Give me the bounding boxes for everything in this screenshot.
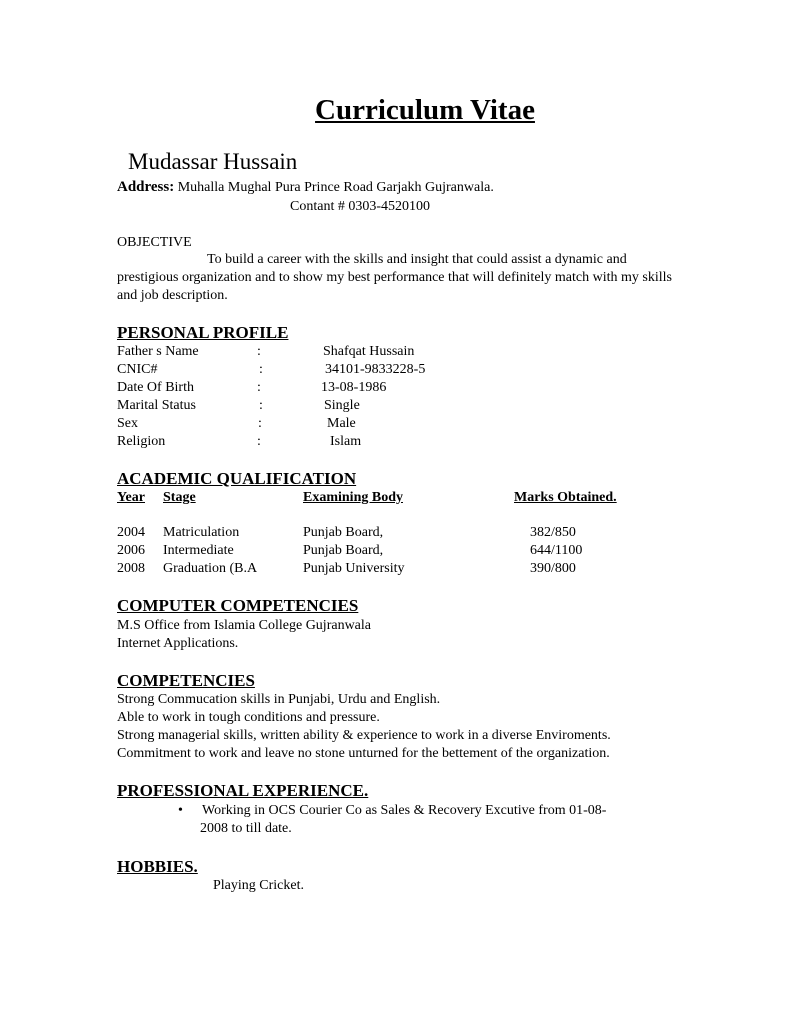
address-label: Address: <box>117 179 175 195</box>
academic-cell: Matriculation <box>163 525 240 540</box>
academic-cell: 2004 <box>117 525 145 540</box>
profile-sep: : <box>257 434 261 449</box>
competency-line: Able to work in tough conditions and pressure. <box>117 710 380 725</box>
academic-col-header: Marks Obtained. <box>514 490 617 505</box>
profile-label: CNIC# <box>117 362 158 377</box>
experience-line: Working in OCS Courier Co as Sales & Recovery Excutive from 01-08- <box>202 803 607 818</box>
profile-value: Islam <box>330 434 362 449</box>
profile-sep: : <box>257 344 261 359</box>
address-value: Muhalla Mughal Pura Prince Road Garjakh Gujranwala. <box>177 180 494 195</box>
academic-cell: Punjab Board, <box>303 525 384 540</box>
academic-cell: 390/800 <box>530 561 576 576</box>
academic-col-header: Examining Body <box>303 490 403 505</box>
experience-heading: PROFESSIONAL EXPERIENCE. <box>117 781 369 800</box>
hobbies-text: Playing Cricket. <box>213 878 304 893</box>
academic-cell: 2006 <box>117 543 145 558</box>
address-line <box>117 178 494 197</box>
academic-cell: Intermediate <box>163 543 234 558</box>
profile-label: Sex <box>117 416 138 431</box>
academic-cell: Punjab University <box>303 561 405 576</box>
profile-label: Father s Name <box>117 344 199 359</box>
profile-value: Single <box>324 398 360 413</box>
objective-label: OBJECTIVE <box>117 235 192 250</box>
computer-heading: COMPUTER COMPETENCIES <box>117 596 359 615</box>
candidate-name: Mudassar Hussain <box>128 149 298 174</box>
academic-col-header: Stage <box>163 490 196 505</box>
academic-cell: Punjab Board, <box>303 543 384 558</box>
profile-sep: : <box>259 398 263 413</box>
academic-col-header: Year <box>117 490 145 505</box>
hobbies-heading: HOBBIES. <box>117 857 198 876</box>
competency-line: Strong Commucation skills in Punjabi, Urdu and English. <box>117 692 441 707</box>
academic-cell: 644/1100 <box>530 543 583 558</box>
contact-number: Contant # 0303-4520100 <box>290 199 430 214</box>
academic-cell: Graduation (B.A <box>163 561 258 576</box>
objective-text: To build a career with the skills and insight that could assist a dynamic and prestigious organization and to show my best performance that will definitely match with my skills and job description. <box>117 252 672 303</box>
competency-line: Commitment to work and leave no stone unturned for the bettement of the organization. <box>117 746 610 761</box>
competency-line: Strong managerial skills, written ability & experience to work in a diverse Enviroments. <box>117 728 611 743</box>
computer-line: M.S Office from Islamia College Gujranwala <box>117 618 372 633</box>
profile-label: Date Of Birth <box>117 380 194 395</box>
academic-cell: 2008 <box>117 561 145 576</box>
profile-value: Male <box>327 416 356 431</box>
page-title: Curriculum Vitae <box>315 94 535 126</box>
profile-sep: : <box>259 362 263 377</box>
profile-value: 34101-9833228-5 <box>325 362 426 377</box>
profile-sep: : <box>257 380 261 395</box>
competencies-heading: COMPETENCIES <box>117 671 255 690</box>
profile-label: Religion <box>117 434 166 449</box>
profile-label: Marital Status <box>117 398 196 413</box>
academic-heading: ACADEMIC QUALIFICATION <box>117 469 357 488</box>
personal-profile-heading: PERSONAL PROFILE <box>117 323 289 342</box>
experience-line: 2008 to till date. <box>200 821 292 836</box>
academic-cell: 382/850 <box>530 525 576 540</box>
profile-value: Shafqat Hussain <box>323 344 415 359</box>
profile-value: 13-08-1986 <box>321 380 387 395</box>
bullet-icon: • <box>178 803 183 818</box>
computer-line: Internet Applications. <box>117 636 239 651</box>
profile-sep: : <box>258 416 262 431</box>
